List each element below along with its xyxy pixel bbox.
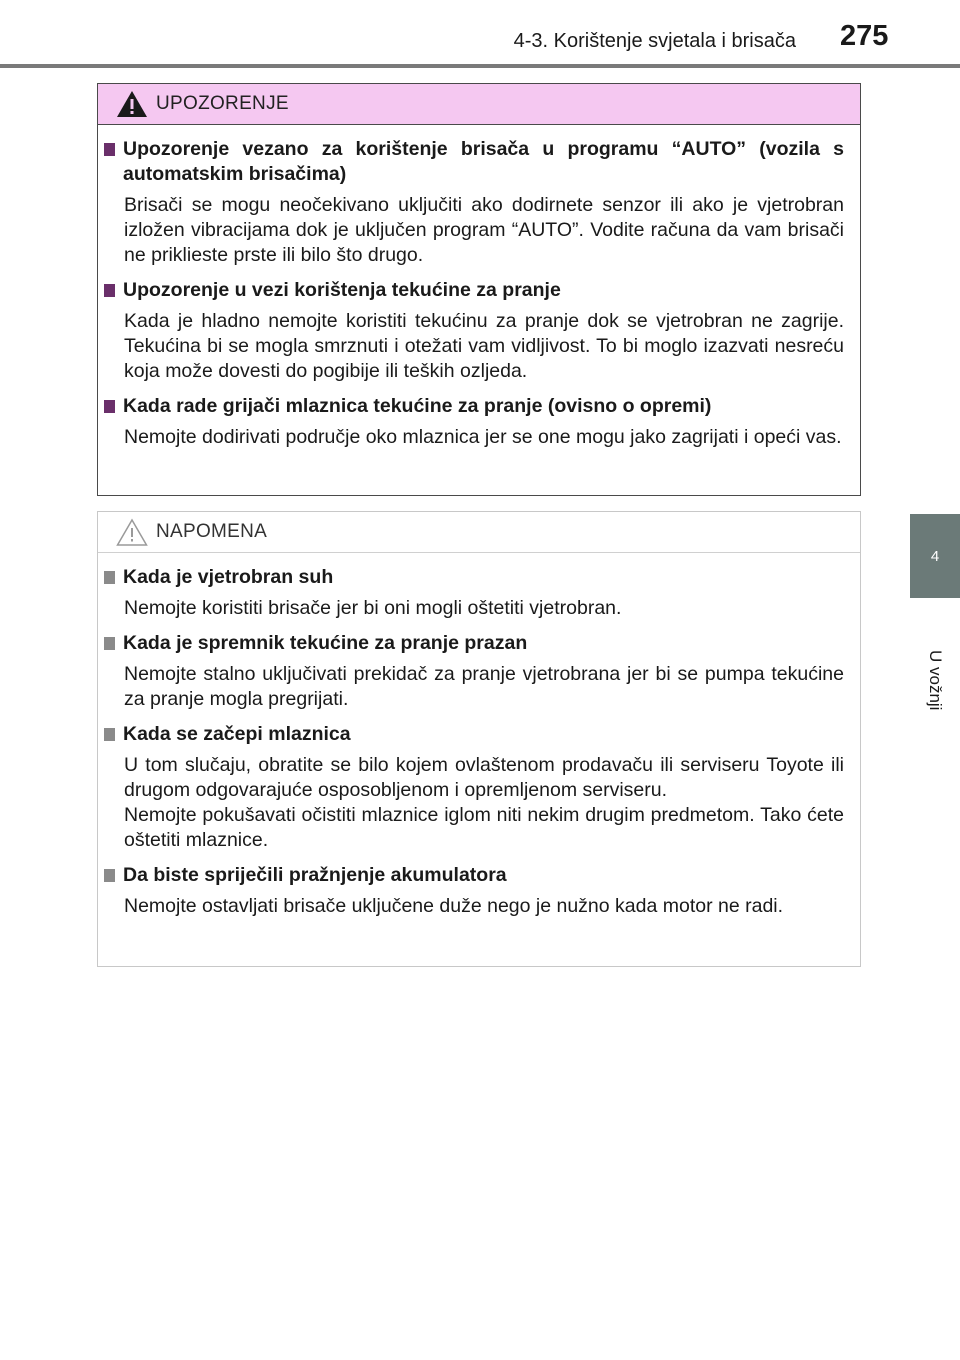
item-text: Nemojte ostavljati brisače uključene duže nego je nužno kada motor ne radi.	[124, 895, 784, 917]
header-divider	[0, 64, 960, 68]
chapter-tab[interactable]	[910, 514, 960, 598]
warning-box	[97, 83, 861, 496]
notice-body	[98, 553, 860, 919]
warning-item	[104, 137, 844, 268]
item-text: Nemojte koristiti brisače jer bi oni mogli oštetiti vjetrobran.	[124, 597, 622, 619]
warning-label: UPOZORENJE	[156, 93, 289, 114]
item-title: Upozorenje u vezi korištenja tekućine za pranje	[123, 279, 561, 301]
item-text: Brisači se mogu neočekivano uključiti ako dodirnete senzor ili ako je vjetrobran izložen vibracijama dok je uključen program “AUTO”. Vodite računa da vam brisači ne priklieste prste ili bilo što drugo.	[124, 194, 844, 266]
square-bullet-icon	[104, 571, 115, 584]
warning-item	[104, 278, 844, 384]
item-title: Kada je spremnik tekućine za pranje prazan	[123, 632, 528, 654]
square-bullet-icon	[104, 284, 115, 297]
item-text: U tom slučaju, obratite se bilo kojem ovlaštenom prodavaču ili serviseru Toyote ili drugom odgovarajuće osposobljenom i opremljenom serviseru.	[124, 754, 844, 801]
item-title: Kada se začepi mlaznica	[123, 723, 351, 745]
page-number: 275	[840, 20, 889, 52]
notice-box	[97, 511, 861, 967]
warning-body	[98, 125, 860, 450]
item-text: Kada je hladno nemojte koristiti tekućinu za pranje dok se vjetrobran ne zagrije. Tekućina bi se mogla smrznuti i otežati vam vidljivost. To bi moglo izazvati nesreću koja može dovesti do pogibije ili teških ozljeda.	[124, 310, 844, 382]
item-title: Kada je vjetrobran suh	[123, 566, 334, 588]
item-title: Upozorenje vezano za korištenje brisača u programu “AUTO” (vozila s automatskim brisačima)	[123, 138, 844, 185]
item-text: Nemojte dodirivati područje oko mlaznica jer se one mogu jako zagrijati i opeći vas.	[124, 426, 842, 448]
warning-triangle-icon	[116, 90, 148, 118]
chapter-number: 4	[930, 547, 940, 565]
notice-item	[104, 631, 844, 712]
square-bullet-icon	[104, 869, 115, 882]
item-title: Da biste spriječili pražnjenje akumulatora	[123, 864, 507, 886]
notice-label: NAPOMENA	[156, 521, 268, 542]
notice-item	[104, 565, 844, 621]
notice-header	[98, 512, 860, 553]
square-bullet-icon	[104, 400, 115, 413]
warning-item	[104, 394, 844, 450]
notice-item	[104, 722, 844, 853]
square-bullet-icon	[104, 728, 115, 741]
section-title: 4-3. Korištenje svjetala i brisača	[513, 30, 796, 52]
item-text: Nemojte stalno uključivati prekidač za pranje vjetrobrana jer bi se pumpa tekućine za pranje mogla pregrijati.	[124, 663, 844, 710]
notice-triangle-icon	[116, 518, 148, 546]
item-title: Kada rade grijači mlaznica tekućine za pranje (ovisno o opremi)	[123, 395, 712, 417]
warning-header	[98, 84, 860, 125]
square-bullet-icon	[104, 143, 115, 156]
notice-item	[104, 863, 844, 919]
square-bullet-icon	[104, 637, 115, 650]
chapter-label: U vožnji	[926, 650, 945, 711]
item-text: Nemojte pokušavati očistiti mlaznice iglom niti nekim drugim predmetom. Tako ćete oštetiti mlaznice.	[124, 804, 844, 851]
